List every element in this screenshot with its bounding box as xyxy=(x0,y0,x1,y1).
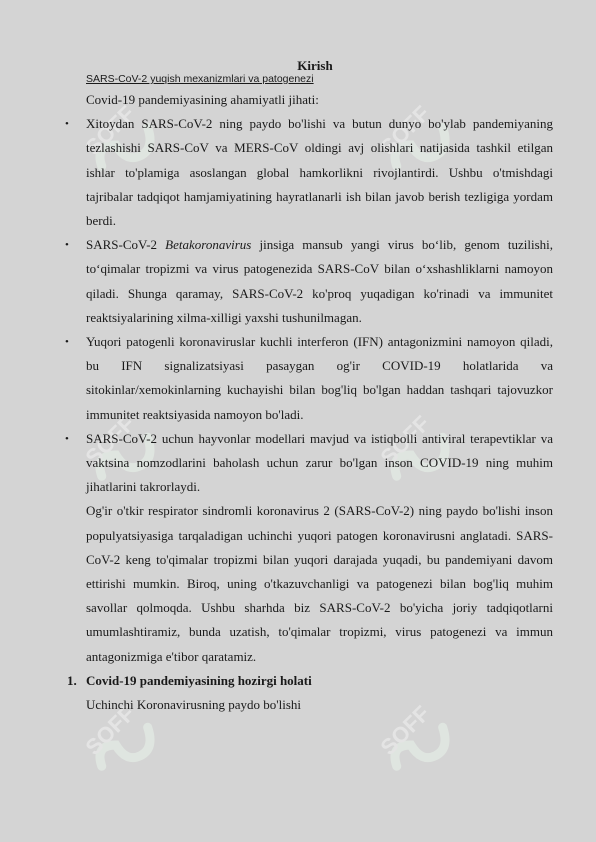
svg-text:SOFF: SOFF xyxy=(375,700,435,760)
list-item-text-prefix: SARS-CoV-2 xyxy=(86,237,166,253)
list-item-text: Xitoydan SARS-CoV-2 ning paydo bo'lishi va butun dunyo bo'ylab pandemiyaning tezlashishi SARS-CoV va MERS-CoV oldingi avj olishlari natijasida tashkil etilgan ishlar to'plamiga asoslangan global hamkorlikni rivojlantirdi. Ushbu o'tmishdagi tajribalar tadqiqot hamjamiyatining hayratlanarli ish bilan javob berish tezligiga yordam berdi. xyxy=(86,116,553,229)
list-item xyxy=(65,112,553,233)
intro-line: Covid-19 pandemiyasining ahamiyatli jihati: xyxy=(86,92,319,107)
list-item-text: Yuqori patogenli koronaviruslar kuchli interferon (IFN) antagonizmini namoyon qiladi, bu IFN signalizatsiyasi pasaygan og'ir COVID-19 holatlarida va sitokinlar/xemokinlarning kuchayishi bilan bog'liq bo'lgan haddan tashqari tajovuzkor immunitet reaktsiyasida namoyon bo'ladi. xyxy=(86,334,553,422)
list-item-text: SARS-CoV-2 uchun hayvonlar modellari mavjud va istiqbolli antiviral terapevtiklar va vaktsina nomzodlarini baholash uchun zarur bo'lgan inson COVID-19 ning muhim jihatlarini takrorlaydi. xyxy=(86,430,553,495)
bullet-list xyxy=(65,112,554,499)
bullet-icon: • xyxy=(65,432,69,445)
page-title: Kirish xyxy=(297,58,333,73)
document-body xyxy=(65,88,554,717)
list-item-text-suffix: jinsiga mansub yangi virus bo‘lib, genom tuzilishi, to‘qimalar tropizmi va virus patogenezida SARS-CoV bilan o‘xshashliklarni namoyon qiladi. Shunga qaramay, SARS-CoV-2 ko'proq yuqadigan ko'rinadi va immunitet reaktsiyalarining xilma-xilligi yaxshi tushunilmagan. xyxy=(86,237,554,325)
section-heading xyxy=(67,669,553,693)
svg-text:SOFF: SOFF xyxy=(375,410,435,470)
body-paragraph: Og'ir o'tkir respirator sindromli koronavirus 2 (SARS-CoV-2) ning paydo bo'lishi inson populyatsiyasiga tarqaladigan uchinchi yuqori patogen koronavirusni anglatadi. SARS-CoV-2 keng to'qimalar tropizmi bilan yuqori darajada yuqadi, bu pandemiyani davom ettirishi mumkin. Biroq, uning o'tkazuvchanligi va patogenezi bilan bog'liq muhim savollar qolmoqda. Ushbu sharhda biz SARS-CoV-2 bo'yicha joriy tadqiqotlarni umumlashtiramiz, bunda uzatish, to'qimalar tropizmi, virus patogenezi va immun antagonizmiga e'tibor qaratamiz. xyxy=(86,503,553,664)
bullet-icon: • xyxy=(65,239,69,252)
svg-text:SOFF: SOFF xyxy=(80,410,140,470)
list-item xyxy=(65,233,554,330)
bullet-icon: • xyxy=(65,336,69,349)
list-item xyxy=(65,330,553,427)
list-item xyxy=(65,427,553,500)
svg-text:SOFF: SOFF xyxy=(80,700,140,760)
list-item-text-italic: Betakoronavirus xyxy=(165,237,252,253)
svg-text:SOFF: SOFF xyxy=(80,100,140,160)
bullet-icon: • xyxy=(65,118,69,131)
svg-text:SOFF: SOFF xyxy=(375,100,435,160)
section-number: 1. xyxy=(67,672,77,688)
section-subheading: Uchinchi Koronavirusning paydo bo'lishi xyxy=(86,697,302,713)
subtitle-link[interactable]: SARS-CoV-2 yuqish mexanizmlari va patogenezi xyxy=(86,73,314,85)
section-heading-text: Covid-19 pandemiyasining hozirgi holati xyxy=(86,672,312,688)
